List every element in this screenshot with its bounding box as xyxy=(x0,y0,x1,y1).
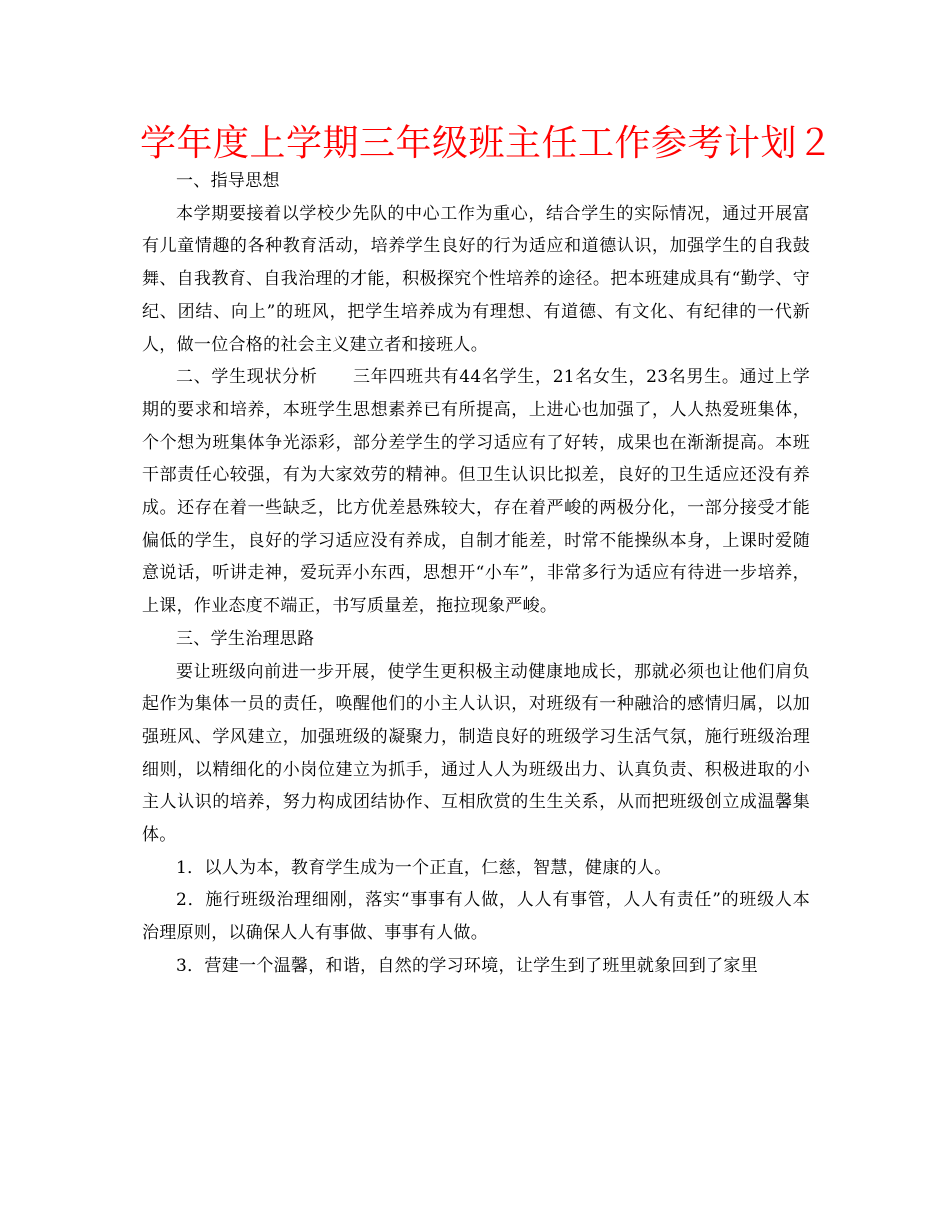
heading-management-ideas: 三、学生治理思路 xyxy=(176,628,315,649)
document-title: 学年度上学期三年级班主任工作参考计划２ xyxy=(140,123,834,164)
list-item-1: 1．以人为本，教育学生成为一个正直，仁慈，智慧，健康的人。 xyxy=(176,857,672,878)
paragraph-management-ideas: 要让班级向前进一步开展，使学生更积极主动健康地成长，那就必须也让他们肩负起作为集体一员的责任，唤醒他们的小主人认识，对班级有一种融洽的感情归属，以加强班风、学风建立，加强班级的凝聚力，制造良好的班级学习生活气氛，施行班级治理细则，以精细化的小岗位建立为抓手，通过人人为班级出力、认真负责、积极进取的小主人认识的培养，努力构成团结协作、互相欣赏的生生关系，从而把班级创立成温馨集体。 xyxy=(142,661,810,846)
paragraph-guiding-thought: 本学期要接着以学校少先队的中心工作为重心，结合学生的实际情况，通过开展富有儿童情趣的各种教育活动，培养学生良好的行为适应和道德认识，加强学生的自我鼓舞、自我教育、自我治理的才能，积极探究个性培养的途径。把本班建成具有“勤学、守纪、团结、向上”的班风，把学生培养成为有理想、有道德、有文化、有纪律的一代新人，做一位合格的社会主义建立者和接班人。 xyxy=(142,203,810,355)
list-item-2: 2．施行班级治理细刚，落实“事事有人做，人人有事管，人人有责任”的班级人本治理原则，以确保人人有事做、事事有人做。 xyxy=(142,890,810,944)
paragraph-student-analysis: 二、学生现状分析 三年四班共有44名学生，21名女生，23名男生。通过上学期的要求和培养，本班学生思想素养已有所提高，上进心也加强了，人人热爱班集体，个个想为班集体争光添彩，部分差学生的学习适应有了好转，成果也在渐渐提高。本班干部责任心较强，有为大家效劳的精神。但卫生认识比拟差，良好的卫生适应还没有养成。还存在着一些缺乏，比方优差悬殊较大，存在着严峻的两极分化，一部分接受才能偏低的学生，良好的学习适应没有养成，自制才能差，时常不能操纵本身，上课时爱随意说话，听讲走神，爱玩弄小东西，思想开“小车”，非常多行为适应有待进一步培养，上课，作业态度不端正，书写质量差，拖拉现象严峻。 xyxy=(142,367,810,617)
heading-guiding-thought: 一、指导思想 xyxy=(176,171,280,191)
list-item-3: 3．营建一个温馨，和谐，自然的学习环境，让学生到了班里就象回到了家里 xyxy=(176,955,759,976)
document-body xyxy=(142,165,810,983)
